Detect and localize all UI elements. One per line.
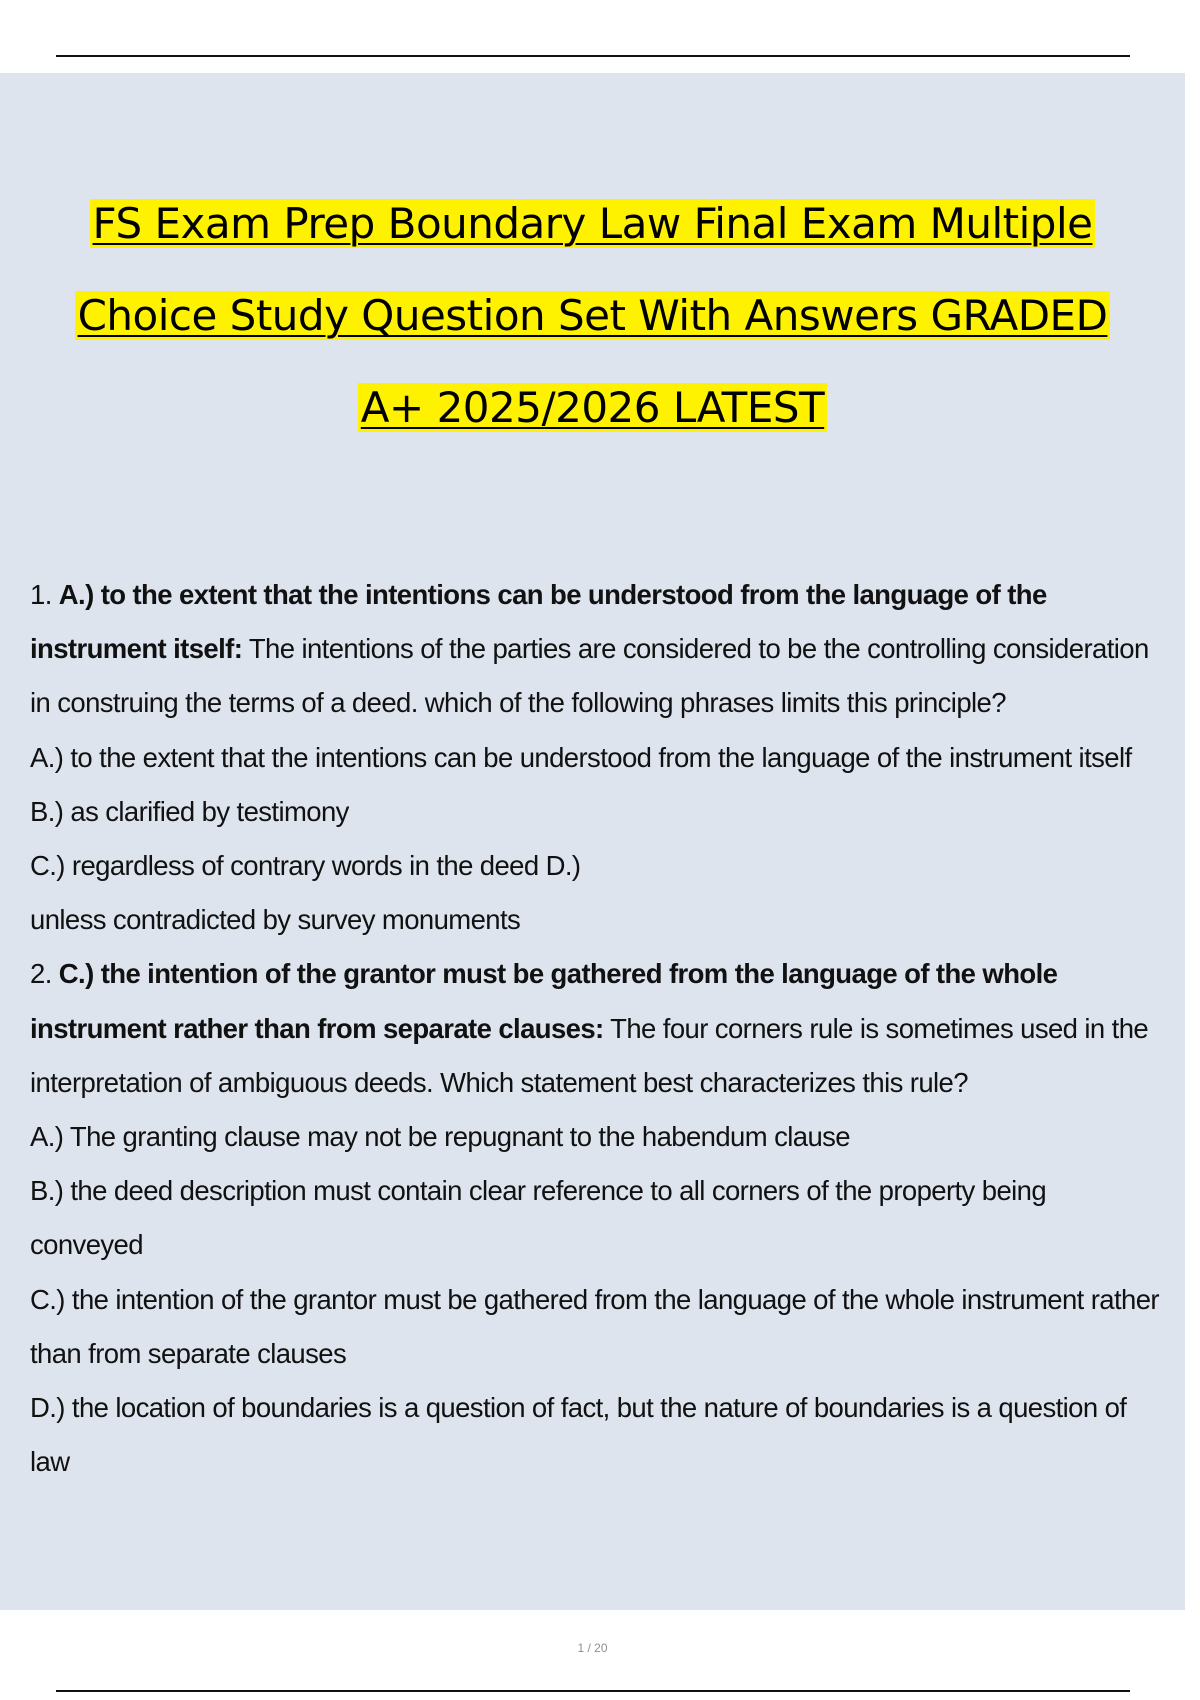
option-item: B.) as clarified by testimony (30, 795, 349, 827)
title-line-3: A+ 2025/2026 LATEST (358, 383, 827, 432)
question-2 (30, 947, 1160, 1110)
option-item: B.) the deed description must contain clear reference to all corners of the property being conveyed (30, 1175, 1054, 1261)
page-sheet (0, 73, 1185, 1655)
option-item: A.) to the extent that the intentions can be understood from the language of the instrument itself (30, 741, 1132, 773)
question-list (30, 568, 1167, 1489)
page-number: 1 / 20 (577, 1641, 608, 1655)
question-number: 2. (30, 958, 52, 990)
question-1 (30, 568, 1160, 731)
top-rule (56, 55, 1130, 57)
bottom-rule (56, 1690, 1130, 1692)
option-item: C.) the intention of the grantor must be gathered from the language of the whole instrument rather than from separate clauses (30, 1283, 1167, 1369)
question-number: 1. (30, 579, 52, 610)
option-item: A.) The granting clause may not be repugnant to the habendum clause (30, 1121, 850, 1153)
option-item: unless contradicted by survey monuments (30, 904, 521, 936)
question-text: The intentions of the parties are considered to be the controlling consideration in construing the terms of a deed. which of the following phrases limits this principle? (30, 633, 1156, 719)
option-item: C.) regardless of contrary words in the deed D.) (30, 850, 581, 882)
option-item: D.) the location of boundaries is a question of fact, but the nature of boundaries is a question of law (30, 1392, 1134, 1478)
question-answer: A.) to the extent that the intentions can be understood from the language of the instrument itself: (30, 579, 1054, 665)
question-text: The four corners rule is sometimes used in the interpretation of ambiguous deeds. Which statement best characterizes this rule? (30, 1012, 1156, 1098)
title-line-1: FS Exam Prep Boundary Law Final Exam Multiple (90, 199, 1096, 248)
document-title (0, 178, 1185, 454)
title-line-2: Choice Study Question Set With Answers GRADED (75, 291, 1111, 340)
question-answer: C.) the intention of the grantor must be gathered from the language of the whole instrument rather than from separate clauses: (30, 958, 1065, 1044)
